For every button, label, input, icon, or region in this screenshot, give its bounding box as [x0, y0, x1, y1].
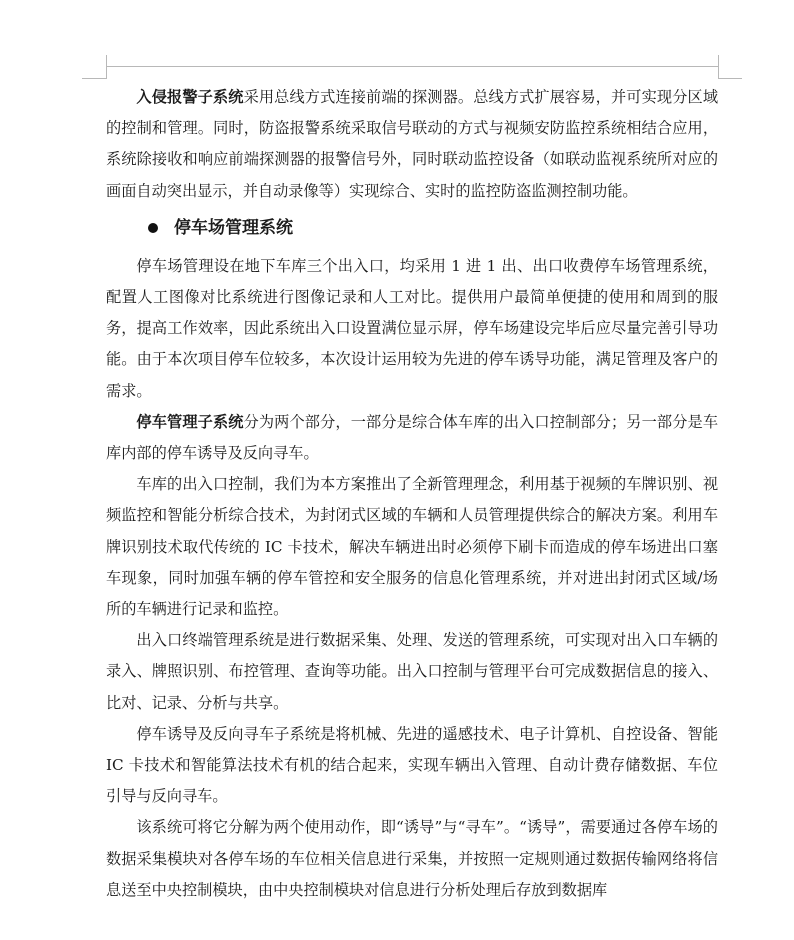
section-heading — [106, 211, 718, 245]
crop-mark-left-horizontal — [82, 78, 106, 79]
paragraph-guidance-system: 停车诱导及反向寻车子系统是将机械、先进的遥感技术、电子计算机、自控设备、智能 IC 卡技术和智能算法技术有机的结合起来，实现车辆出入管理、自动计费存储数据、车位引导与反向寻车。 — [106, 724, 718, 806]
header-rule — [106, 66, 718, 67]
paragraph-intrusion-alarm — [106, 82, 718, 207]
paragraph-lead-intrusion-alarm: 入侵报警子系统 — [136, 88, 244, 106]
paragraph-terminal-management: 出入口终端管理系统是进行数据采集、处理、发送的管理系统，可实现对出入口车辆的录入、牌照识别、布控管理、查询等功能。出入口控制与管理平台可完成数据信息的接入、比对、记录、分析与共享。 — [106, 631, 718, 712]
document-body — [106, 82, 718, 906]
paragraph-guidance-actions: 该系统可将它分解为两个使用动作，即“诱导”与“寻车”。“诱导”，需要通过各停车场的数据采集模块对各停车场的车位相关信息进行采集，并按照一定规则通过数据传输网络将信息送至中央控制模块，由中央控制模块对信息进行分析处理后存放到数据库 — [106, 818, 718, 899]
paragraph-text-parking-subsystem: 分为两个部分，一部分是综合体车库的出入口控制部分；另一部分是车库内部的停车诱导及反向寻车。 — [106, 412, 719, 463]
crop-mark-left-vertical — [106, 55, 107, 79]
paragraph-text-intrusion-alarm: 采用总线方式连接前端的探测器。总线方式扩展容易，并可实现分区域的控制和管理。同时，防盗报警系统采取信号联动的方式与视频安防监控系统相结合应用，系统除接收和响应前端探测器的报警信号外，同时联动监控设备（如联动监视系统所对应的画面自动突出显示，并自动录像等）实现综合、实时的监控防盗监测控制功能。 — [106, 88, 719, 200]
bullet-icon — [148, 223, 158, 233]
paragraph-entrance-control: 车库的出入口控制，我们为本方案推出了全新管理理念，利用基于视频的车牌识别、视频监控和智能分析综合技术，为封闭式区域的车辆和人员管理提供综合的解决方案。利用车牌识别技术取代传统的 IC 卡技术，解决车辆进出时必须停下刷卡而造成的停车场进出口塞车现象，同时加强车辆的停车管控和安全服务的信息化管理系统，并对进出封闭式区域/场所的车辆进行记录和监控。 — [106, 475, 718, 619]
section-heading-text: 停车场管理系统 — [174, 217, 293, 238]
crop-mark-right-horizontal — [718, 78, 742, 79]
paragraph-lead-parking-subsystem: 停车管理子系统 — [136, 412, 244, 431]
paragraph-parking-overview: 停车场管理设在地下车库三个出入口，均采用 1 进 1 出、出口收费停车场管理系统，配置人工图像对比系统进行图像记录和人工对比。提供用户最简单便捷的使用和周到的服务，提高工作效率，因此系统出入口设置满位显示屏，停车场建设完毕后应尽量完善引导功能。由于本次项目停车位较多，本次设计运用较为先进的停车诱导功能，满足管理及客户的需求。 — [106, 256, 718, 400]
crop-mark-right-vertical — [718, 55, 719, 79]
paragraph-parking-subsystem — [106, 407, 718, 469]
